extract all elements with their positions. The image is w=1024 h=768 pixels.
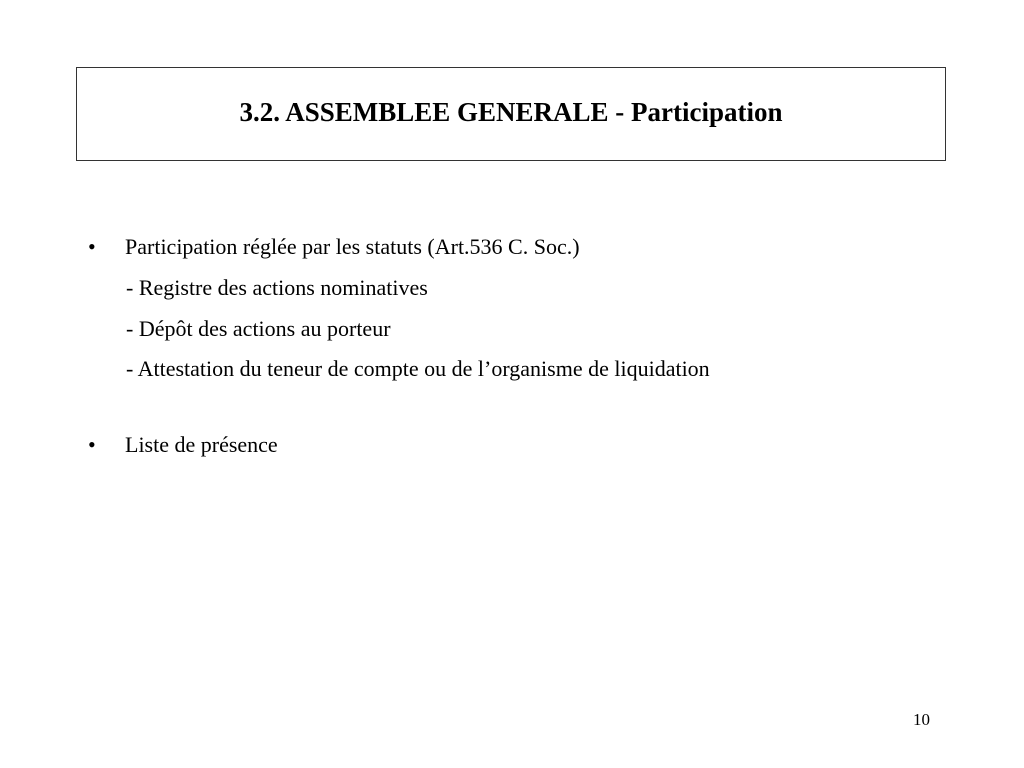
sub-item-registre: - Registre des actions nominatives [126, 275, 428, 300]
bullet-text: Liste de présence [125, 432, 278, 457]
page-number: 10 [913, 710, 930, 729]
bullet-marker: • [88, 432, 96, 457]
slide-title: 3.2. ASSEMBLEE GENERALE - Participation [239, 96, 783, 127]
bullet-text: Participation réglée par les statuts (Art.536 C. Soc.) [125, 234, 580, 259]
sub-item-depot: - Dépôt des actions au porteur [126, 316, 391, 341]
sub-item-attestation: - Attestation du teneur de compte ou de l’organisme de liquidation [126, 356, 710, 381]
slide-title-box [76, 67, 946, 161]
bullet-marker: • [88, 234, 96, 259]
